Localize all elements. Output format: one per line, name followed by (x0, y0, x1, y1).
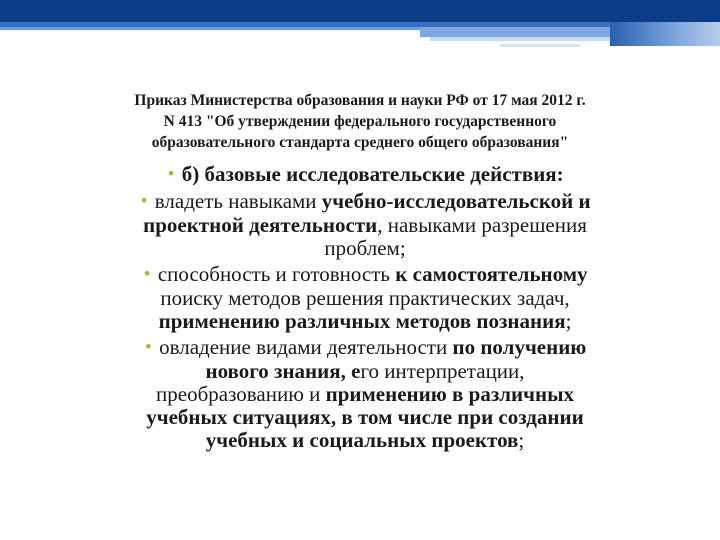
text: поиску методов решения практических задач, (160, 286, 570, 310)
text: ; (518, 428, 525, 452)
bullet-icon: • (143, 337, 154, 356)
list-item (30, 336, 700, 452)
bullet-icon: • (166, 164, 176, 183)
heading-line: N 413 "Об утверждении федерального государственного (163, 113, 557, 130)
heading-line: Приказ Министерства образования и науки РФ от 17 мая 2012 г. (134, 92, 586, 109)
list-item (30, 163, 700, 187)
bullet-list (30, 163, 700, 455)
text: проблем; (324, 236, 406, 260)
bold-text: применению в различных (325, 382, 574, 406)
list-item (30, 263, 700, 333)
banner-stripe (0, 27, 420, 30)
text: владеть навыками (154, 189, 322, 213)
bullet-icon: • (142, 264, 152, 283)
bold-text: к самостоятельному (395, 262, 588, 286)
bold-text: б) базовые исследовательские действия: (181, 162, 564, 186)
bold-text: учебных и социальных проектов (205, 428, 519, 452)
bold-text: учебных ситуациях, в том числе при создании (146, 405, 584, 429)
banner-stripe (500, 44, 580, 47)
text: ; (565, 309, 572, 333)
decorative-header-banner (0, 0, 720, 50)
bullet-icon: • (139, 191, 149, 210)
text: способность и готовность (157, 262, 396, 286)
text: го интерпретации, (360, 359, 525, 383)
bold-text: нового знания, е (205, 359, 361, 383)
banner-gradient-block (610, 22, 720, 46)
bold-text: проектной деятельности (143, 213, 378, 237)
document-heading (40, 90, 680, 153)
banner-stripe (0, 0, 720, 22)
bold-text: по получению (452, 335, 587, 359)
text: , навыками разрешения (377, 213, 587, 237)
text: преобразованию и (156, 382, 326, 406)
bold-text: учебно-исследовательской и (321, 189, 591, 213)
text: овладение видами деятельности (159, 335, 453, 359)
heading-line: образовательного стандарта среднего общего образования" (151, 134, 569, 151)
bold-text: применению различных методов познания (158, 309, 566, 333)
list-item (30, 190, 700, 260)
